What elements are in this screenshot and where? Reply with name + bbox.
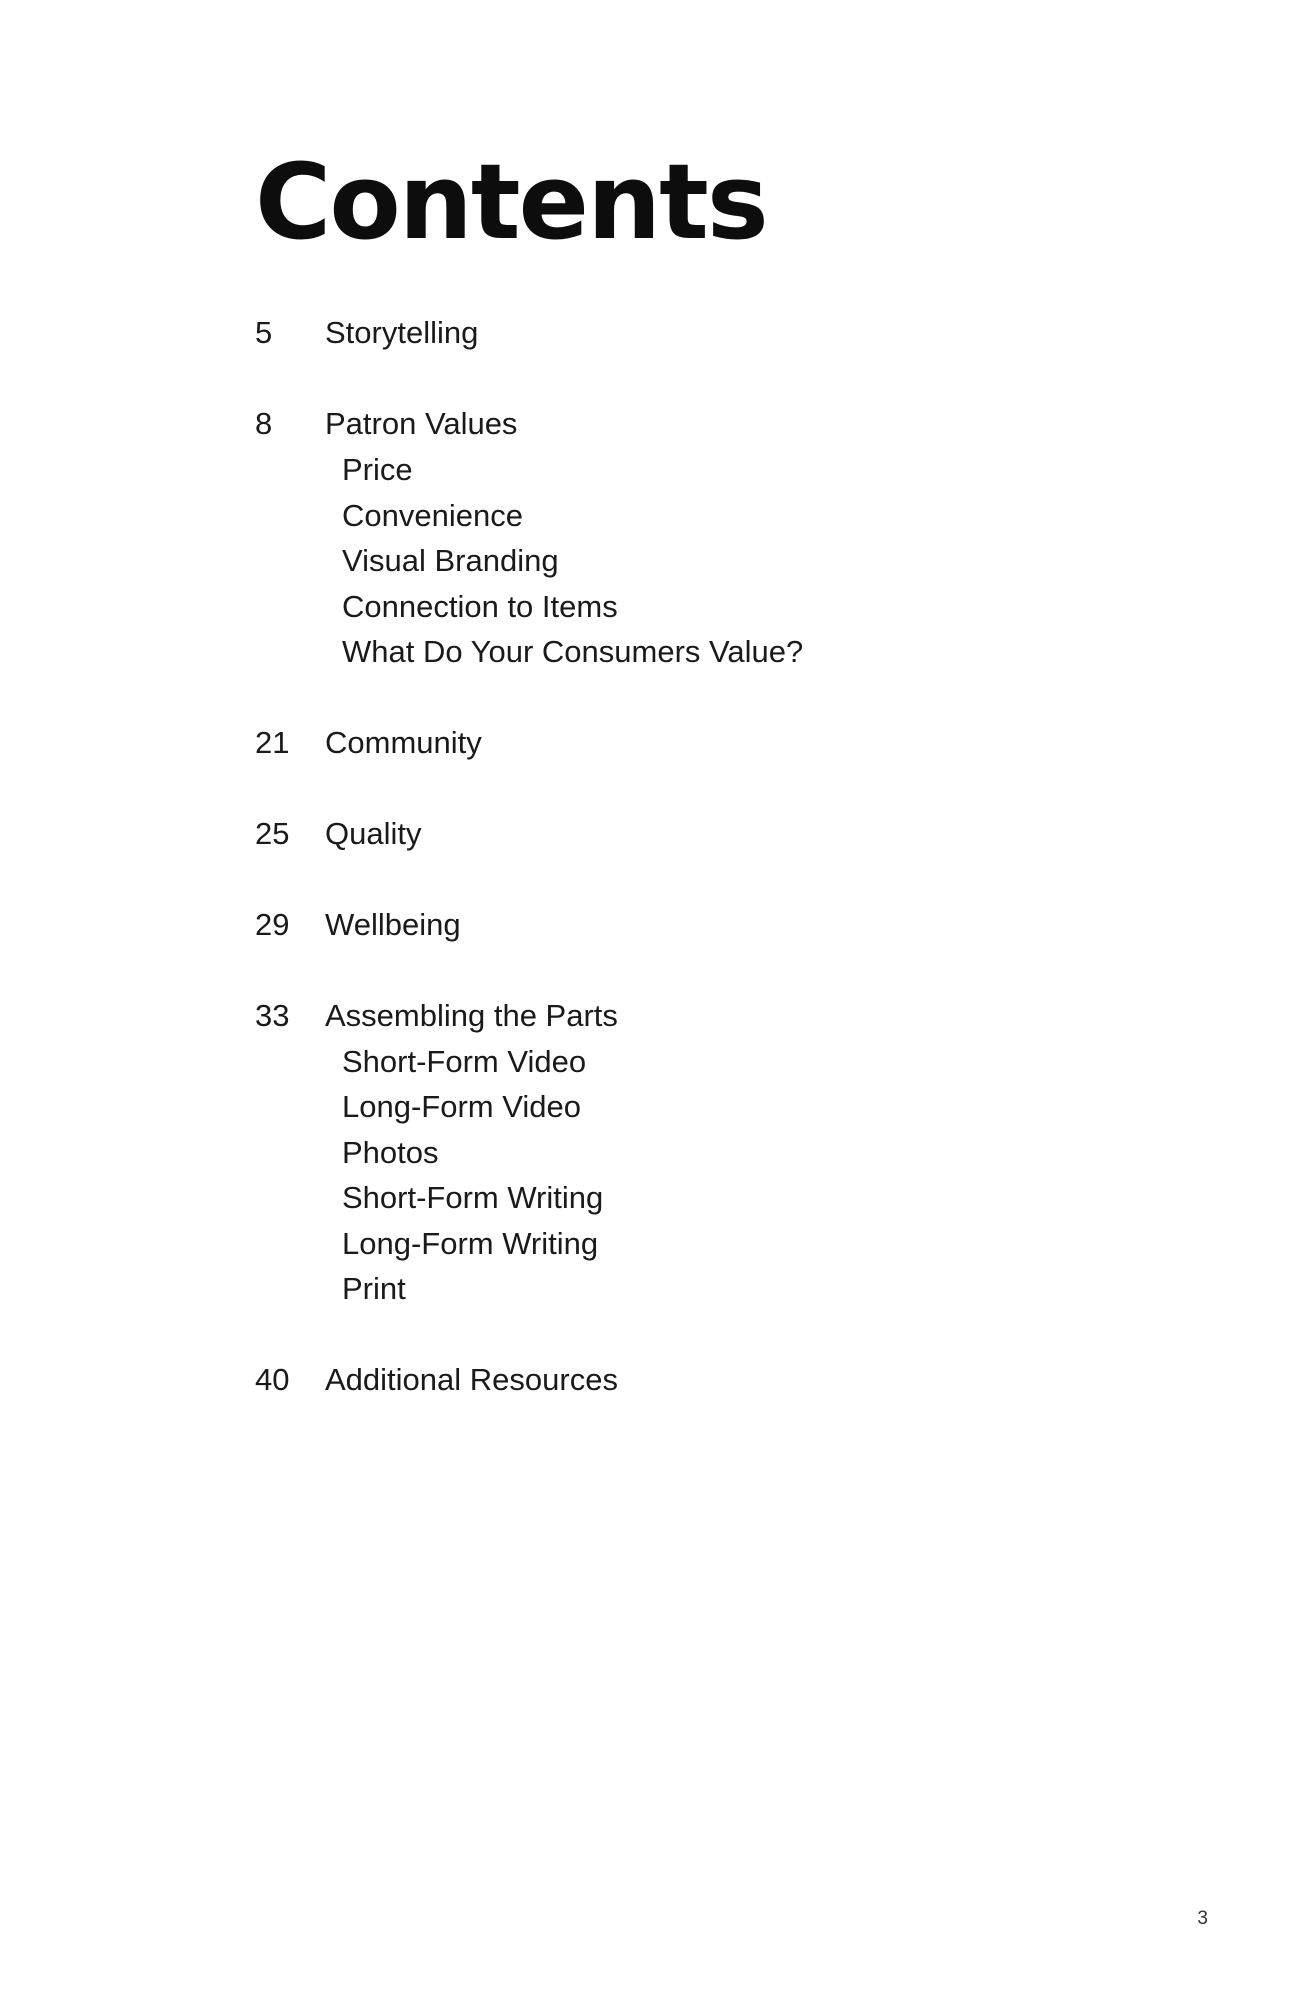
toc-section-title: Wellbeing: [325, 906, 461, 942]
toc-subentry[interactable]: What Do Your Consumers Value?: [342, 634, 804, 669]
toc-page-number: 29: [255, 906, 290, 942]
toc-section-community: [255, 720, 1155, 766]
toc-page-number: 21: [255, 724, 290, 760]
toc-subentry[interactable]: Price: [342, 452, 413, 487]
toc-section-patron-values: [255, 401, 1155, 675]
toc-section-title: Storytelling: [325, 315, 479, 350]
toc-subentry[interactable]: Convenience: [342, 497, 523, 533]
toc-subentry[interactable]: Connection to Items: [342, 588, 618, 624]
toc-entry[interactable]: [255, 993, 1155, 1039]
toc-page-number: 33: [255, 997, 290, 1033]
page-number-footer: 3: [1197, 1908, 1208, 1929]
toc-section-title: Patron Values: [325, 406, 518, 441]
toc-subentry[interactable]: Short-Form Video: [342, 1043, 587, 1079]
toc-page-number: 40: [255, 1361, 290, 1397]
toc-section-quality: [255, 811, 1155, 857]
toc-entry[interactable]: [255, 310, 1155, 356]
toc-section-wellbeing: [255, 902, 1155, 948]
toc-section-assembling-the-parts: [255, 993, 1155, 1312]
toc-entry[interactable]: [255, 1357, 1155, 1403]
toc-entry[interactable]: [255, 720, 1155, 766]
toc-subentry[interactable]: Print: [342, 1271, 406, 1306]
toc-entry[interactable]: [255, 401, 1155, 447]
toc-page-number: 25: [255, 815, 290, 851]
toc-section-title: Additional Resources: [325, 1361, 618, 1397]
toc-subentry[interactable]: Photos: [342, 1134, 439, 1170]
toc-section-title: Community: [325, 724, 482, 760]
toc-subentry[interactable]: Visual Branding: [342, 543, 559, 578]
toc-section-title: Quality: [325, 815, 422, 851]
toc-section-storytelling: [255, 310, 1155, 356]
toc-subentry[interactable]: Long-Form Video: [342, 1089, 581, 1124]
toc-section-additional-resources: [255, 1357, 1155, 1403]
toc-page-number: 8: [255, 406, 273, 441]
toc-page-number: 5: [255, 315, 273, 350]
toc-subentry[interactable]: Short-Form Writing: [342, 1180, 604, 1215]
toc-subentry[interactable]: Long-Form Writing: [342, 1225, 599, 1261]
table-of-contents: [255, 310, 1155, 1448]
toc-entry[interactable]: [255, 811, 1155, 857]
toc-section-title: Assembling the Parts: [325, 997, 618, 1033]
page-title: Contents: [255, 141, 767, 263]
toc-entry[interactable]: [255, 902, 1155, 948]
